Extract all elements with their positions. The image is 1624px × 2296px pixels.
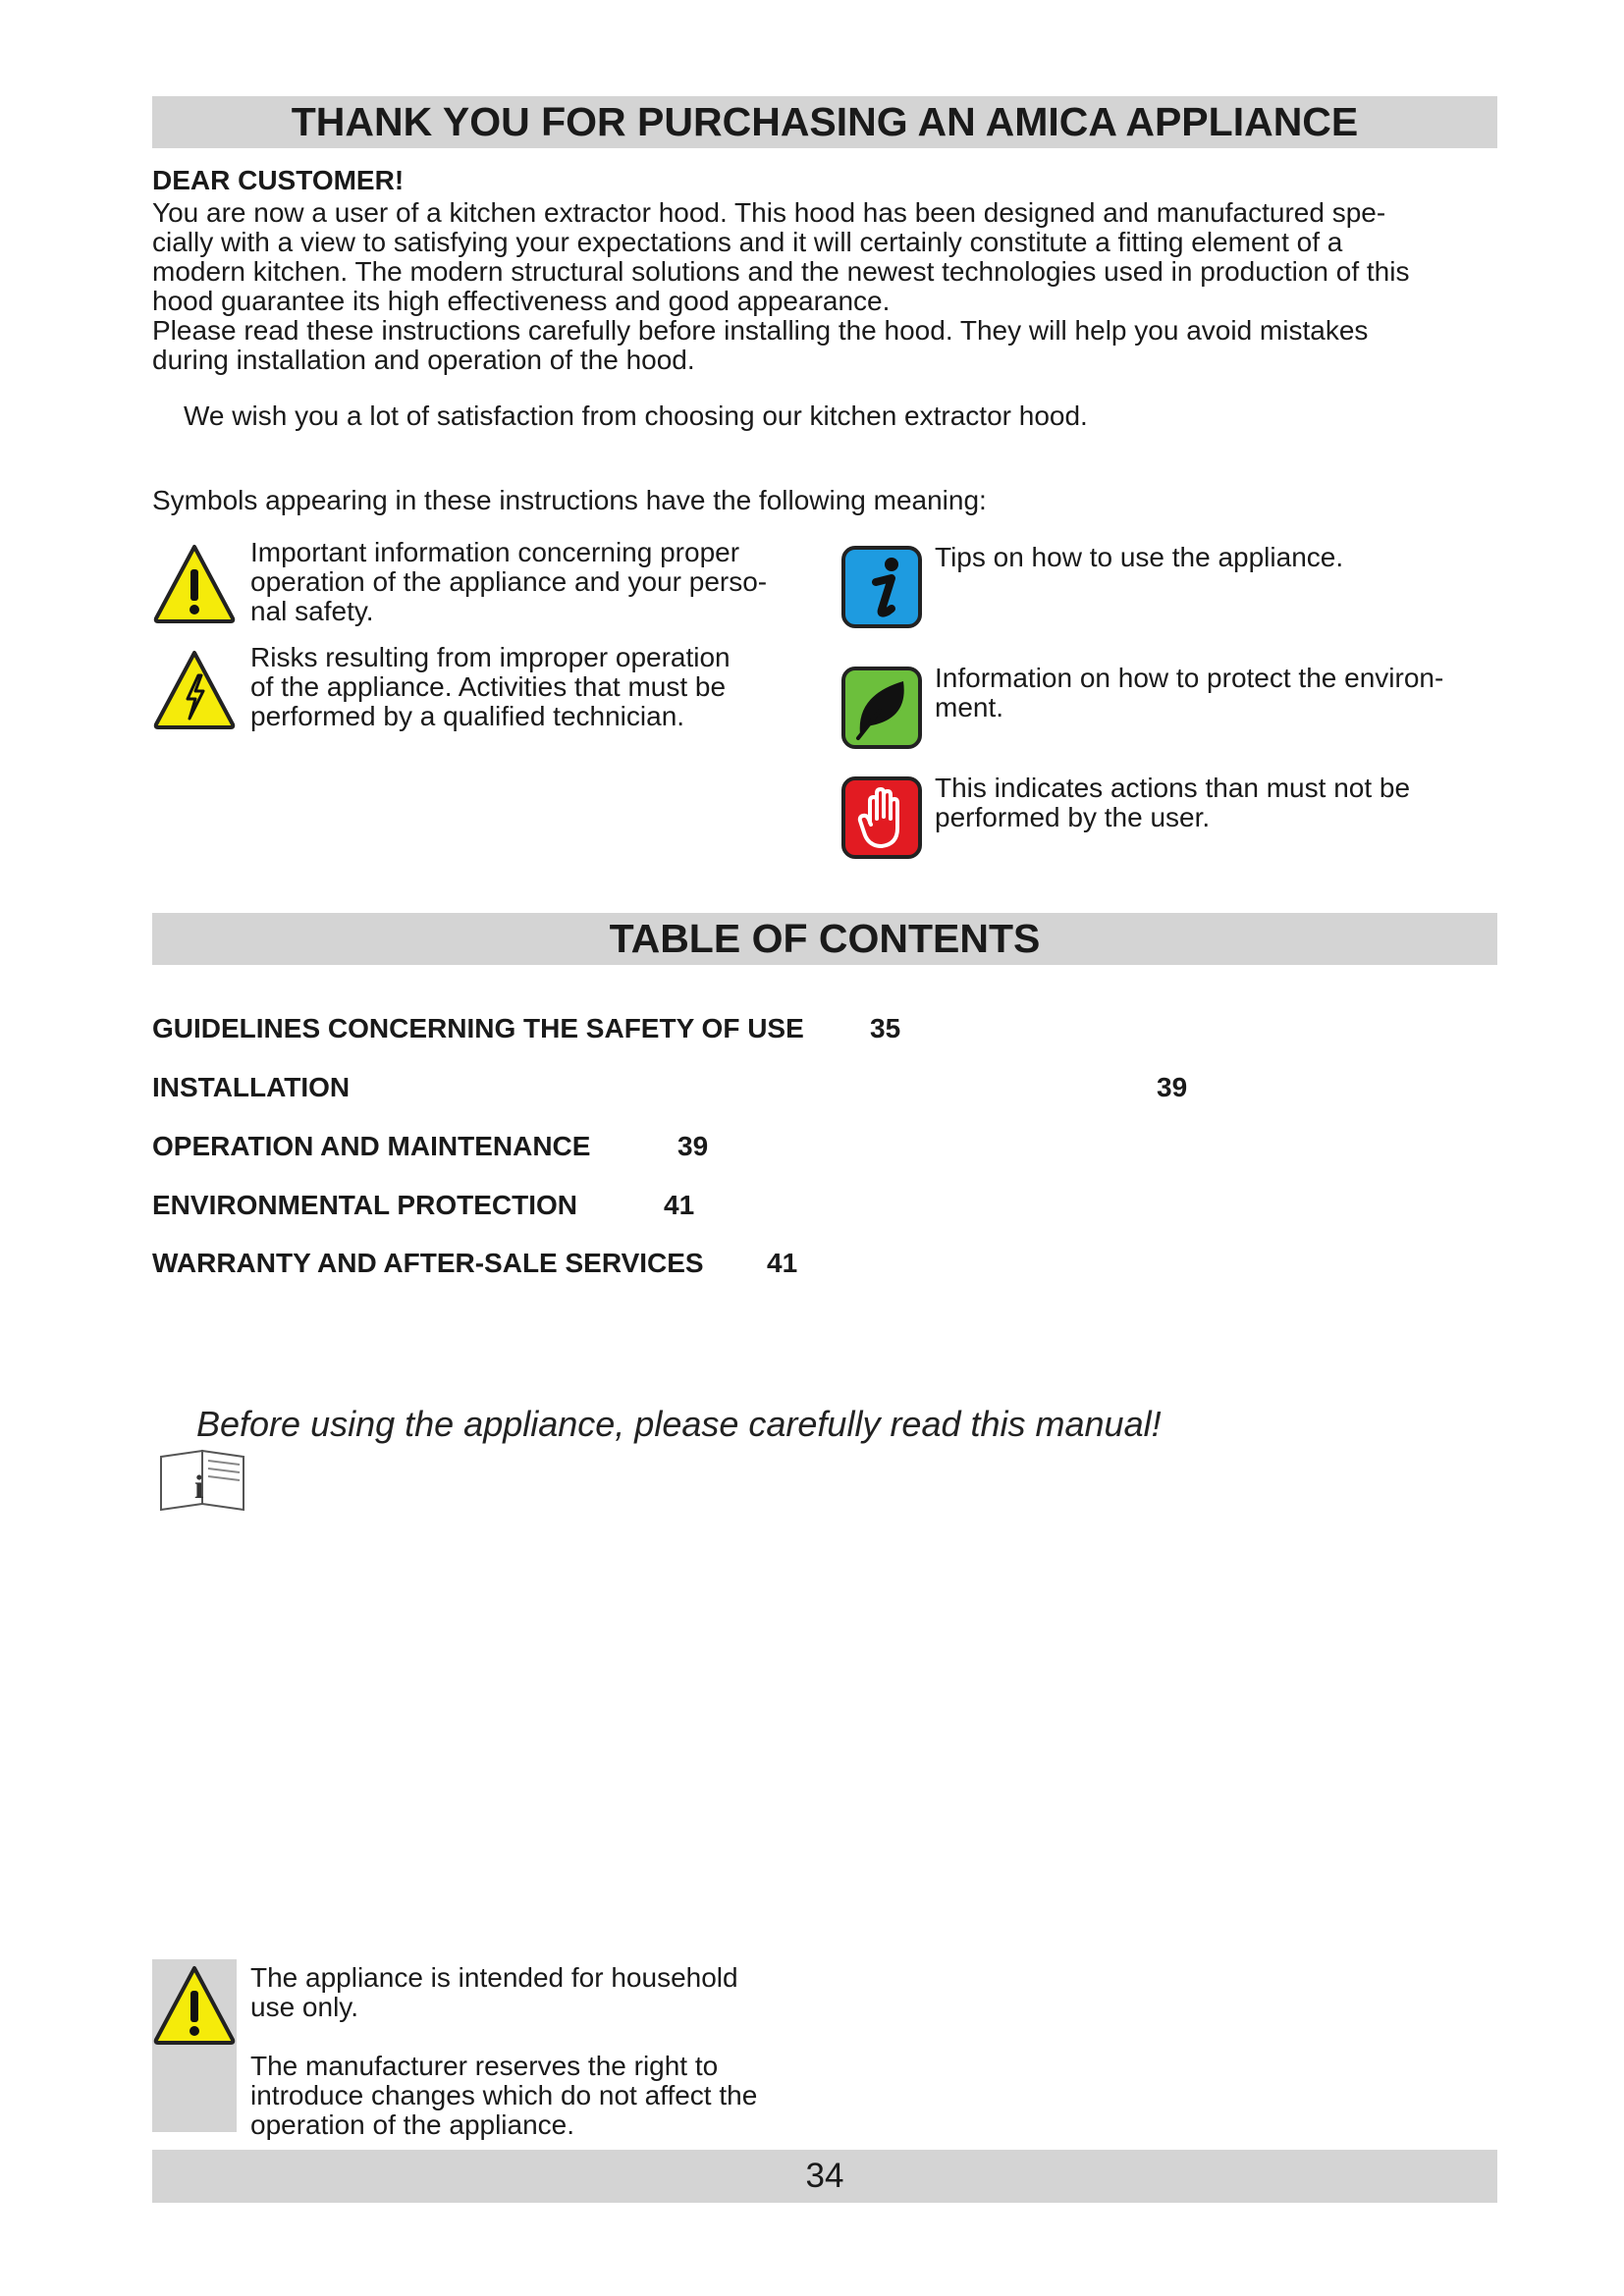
symbol-line: ment. [935, 692, 1004, 722]
symbol-line: operation of the appliance and your perso- [250, 566, 768, 597]
leaf-icon [840, 666, 923, 750]
toc-page-number: 41 [767, 1248, 798, 1278]
intro-line: Please read these instructions carefully before installing the hood. They will help you avoid mistakes [152, 315, 1369, 346]
symbol-line: nal safety. [250, 596, 374, 626]
household-notice [250, 1963, 738, 2022]
intro-line: You are now a user of a kitchen extractor hood. This hood has been designed and manufactured spe- [152, 197, 1386, 228]
toc-title: TABLE OF CONTENTS [152, 913, 1497, 965]
stop-hand-icon [840, 775, 923, 860]
symbol-electric-text [250, 643, 731, 731]
symbol-line: Important information concerning proper [250, 537, 740, 567]
page-title: THANK YOU FOR PURCHASING AN AMICA APPLIANCE [152, 96, 1497, 148]
toc-item[interactable]: WARRANTY AND AFTER-SALE SERVICES [152, 1248, 704, 1278]
symbols-intro: Symbols appearing in these instructions have the following meaning: [152, 485, 987, 515]
toc-page-number: 35 [870, 1013, 901, 1043]
toc-page-number: 39 [677, 1131, 709, 1161]
symbol-line: performed by a qualified technician. [250, 701, 685, 731]
electric-hazard-icon [152, 648, 237, 730]
notice-line: introduce changes which do not affect the [250, 2080, 758, 2110]
toc-item[interactable]: INSTALLATION [152, 1072, 351, 1102]
info-icon [840, 545, 923, 629]
intro-paragraph [152, 198, 1502, 375]
notice-line: use only. [250, 1992, 358, 2022]
symbol-prohibited-text [935, 774, 1410, 832]
symbol-info-text [935, 543, 1343, 572]
intro-line: cially with a view to satisfying your expectations and it will certainly constitute a fitting element of a [152, 227, 1343, 257]
toc-page-number: 39 [1157, 1072, 1188, 1102]
symbol-line: of the appliance. Activities that must be [250, 671, 727, 702]
symbol-warning-text [250, 538, 767, 626]
notice-line: The manufacturer reserves the right to [250, 2051, 719, 2081]
wish-text: We wish you a lot of satisfaction from choosing our kitchen extractor hood. [184, 400, 1088, 431]
warning-icon [152, 1963, 237, 2046]
intro-line: hood guarantee its high effectiveness and good appearance. [152, 286, 891, 316]
intro-line: during installation and operation of the hood. [152, 345, 695, 375]
warning-icon [152, 542, 237, 624]
symbol-environment-text [935, 664, 1443, 722]
symbol-line: performed by the user. [935, 802, 1211, 832]
toc-page-number: 41 [664, 1190, 695, 1220]
manufacturer-notice [250, 2052, 757, 2140]
book-icon [157, 1447, 249, 1512]
page-number: 34 [152, 2150, 1497, 2203]
greeting: DEAR CUSTOMER! [152, 165, 405, 195]
notice-line: The appliance is intended for household [250, 1962, 738, 1993]
intro-line: modern kitchen. The modern structural solutions and the newest technologies used in production of this [152, 256, 1410, 287]
toc-item[interactable]: GUIDELINES CONCERNING THE SAFETY OF USE [152, 1013, 804, 1043]
manual-note: Before using the appliance, please carefully read this manual! [196, 1404, 1162, 1444]
symbol-line: This indicates actions than must not be [935, 773, 1411, 803]
symbol-line: Risks resulting from improper operation [250, 642, 731, 672]
symbol-line: Information on how to protect the environ- [935, 663, 1444, 693]
symbol-line: Tips on how to use the appliance. [935, 542, 1344, 572]
toc-item[interactable]: OPERATION AND MAINTENANCE [152, 1131, 591, 1161]
toc-item[interactable]: ENVIRONMENTAL PROTECTION [152, 1190, 577, 1220]
svg-text:i: i [194, 1469, 204, 1506]
notice-line: operation of the appliance. [250, 2109, 575, 2140]
